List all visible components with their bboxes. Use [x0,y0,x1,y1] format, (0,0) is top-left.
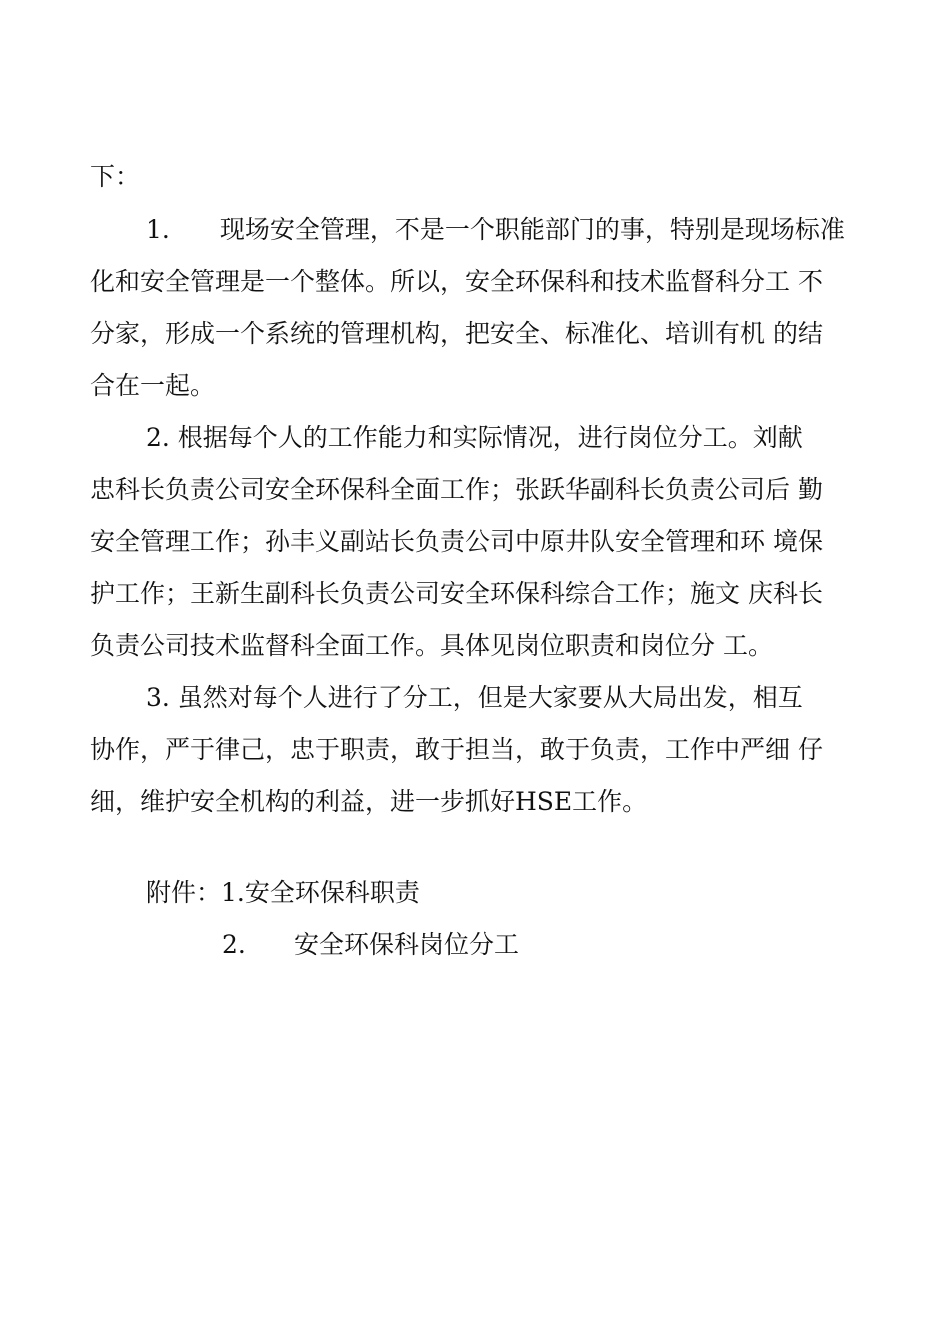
attachment-item-2 [222,930,519,960]
attachment-item-2-number: 2. [222,930,246,959]
paragraph-line: 细，维护安全机构的利益，进一步抓好HSE工作。 [90,787,648,816]
paragraph-line: 合在一起。 [90,371,216,400]
paragraph-line: 护工作；王新生副科长负责公司安全环保科综合工作；施文 庆科长 [90,579,823,608]
attachment-item-2-text: 安全环保科岗位分工 [294,930,520,959]
paragraph-line: 3. 虽然对每个人进行了分工，但是大家要从大局出发，相互 [146,683,803,712]
paragraph-line: 分家，形成一个系统的管理机构，把安全、标准化、培训有机 的结 [90,319,823,348]
paragraph-line: 1. 现场安全管理，不是一个职能部门的事，特别是现场标准 [146,215,845,244]
paragraph-line: 忠科长负责公司安全环保科全面工作；张跃华副科长负责公司后 勤 [90,475,823,504]
paragraph-line: 协作，严于律己，忠于职责，敢于担当，敢于负责，工作中严细 仔 [90,735,823,764]
attachment-item-1-text: 1.安全环保科职责 [221,878,420,907]
paragraph-line: 2. 根据每个人的工作能力和实际情况，进行岗位分工。刘献 [146,423,803,452]
attachment-label: 附件： [146,878,222,907]
paragraph-line: 安全管理工作；孙丰义副站长负责公司中原井队安全管理和环 境保 [90,527,823,556]
paragraph-line: 化和安全管理是一个整体。所以，安全环保科和技术监督科分工 不 [90,267,823,296]
paragraph-line: 负责公司技术监督科全面工作。具体见岗位职责和岗位分 工。 [90,631,773,660]
attachment-item-1 [146,878,420,908]
intro-text: 下： [90,162,141,191]
